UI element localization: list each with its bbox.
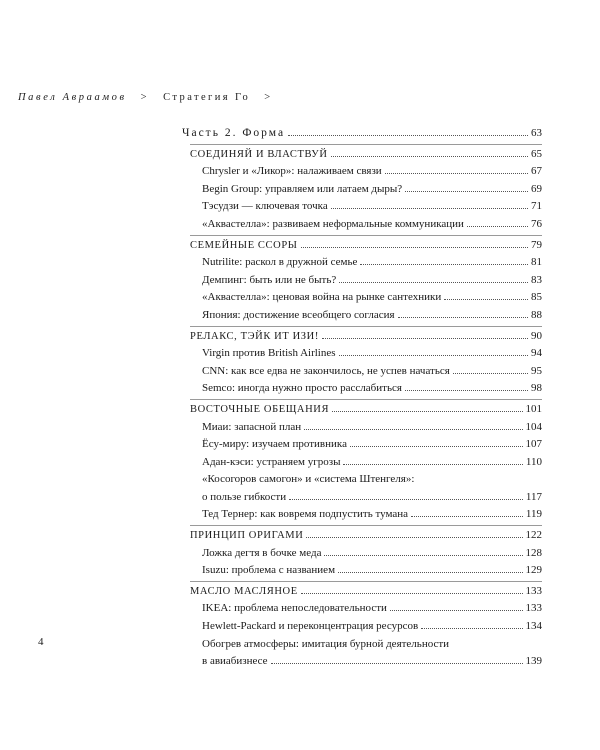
toc-entry[interactable] <box>182 290 542 308</box>
divider <box>190 399 542 400</box>
dot-leader <box>331 156 528 157</box>
dot-leader <box>289 499 523 500</box>
toc-entry-page: 98 <box>531 382 542 395</box>
toc-entry[interactable] <box>182 364 542 382</box>
toc-section[interactable] <box>182 147 542 165</box>
toc-section[interactable] <box>182 238 542 256</box>
toc-entry-title: Демпинг: быть или не быть? <box>202 273 337 286</box>
toc-entry-page: 117 <box>525 490 542 503</box>
dot-leader <box>405 390 528 391</box>
dot-leader <box>405 191 528 192</box>
toc-section-title: ВОСТОЧНЫЕ ОБЕЩАНИЯ <box>190 403 330 415</box>
dot-leader <box>360 264 528 265</box>
toc-section-page: 90 <box>531 329 542 342</box>
dot-leader <box>301 247 528 248</box>
divider <box>190 326 542 327</box>
toc-entry-title: Isuzu: проблема с названием <box>202 564 336 577</box>
toc-entry-title: Semco: иногда нужно просто расслабиться <box>202 382 402 395</box>
dot-leader <box>331 208 528 209</box>
dot-leader <box>467 226 528 227</box>
toc-part-title: Часть 2. Форма <box>182 127 286 139</box>
dot-leader <box>301 593 523 594</box>
dot-leader <box>322 338 528 339</box>
toc-entry-title-cont: в авиабизнесе <box>202 655 268 668</box>
toc-entry[interactable] <box>182 182 542 200</box>
dot-leader <box>338 572 522 573</box>
header-separator: > <box>264 92 273 103</box>
dot-leader <box>398 317 528 318</box>
toc-section[interactable] <box>182 584 542 602</box>
toc-entry-page: 71 <box>531 200 542 213</box>
toc-entry-page: 128 <box>525 546 542 559</box>
toc-entry[interactable] <box>182 164 542 182</box>
toc-entry-title: Ёсу-миру: изучаем противника <box>202 438 347 451</box>
toc-entry-title: Nutrilite: раскол в дружной семье <box>202 256 358 269</box>
toc-entry[interactable] <box>182 507 542 525</box>
toc-entry-page: 133 <box>525 602 542 615</box>
toc-entry-title-cont: о пользе гибкости <box>202 490 287 503</box>
toc-entry[interactable] <box>182 563 542 581</box>
toc-entry[interactable] <box>182 619 542 637</box>
toc-entry-title: «Аквастелла»: развиваем неформальные коммуникации <box>202 217 464 230</box>
toc-entry[interactable] <box>182 601 542 619</box>
toc-section[interactable] <box>182 402 542 420</box>
toc-entry[interactable] <box>182 217 542 235</box>
dot-leader <box>343 464 522 465</box>
toc-entry-title: Ложка дегтя в бочке меда <box>202 546 322 559</box>
toc-entry-title: Hewlett-Packard и переконцентрация ресурсов <box>202 620 419 633</box>
header-book-title: Стратегия Го <box>163 92 251 103</box>
toc-entry-page: 139 <box>525 655 542 668</box>
dot-leader <box>306 537 522 538</box>
toc-entry-page: 104 <box>525 420 542 433</box>
divider <box>190 144 542 145</box>
toc-entry-title: Virgin против British Airlines <box>202 347 336 360</box>
toc-entry[interactable] <box>182 420 542 438</box>
toc-entry-title: Миаи: запасной план <box>202 420 302 433</box>
toc-entry-page: 107 <box>525 438 542 451</box>
toc-section-page: 101 <box>525 402 542 415</box>
table-of-contents <box>182 126 542 672</box>
toc-entry-page: 69 <box>531 182 542 195</box>
toc-entry[interactable] <box>182 346 542 364</box>
toc-entry-page: 85 <box>531 291 542 304</box>
toc-entry-page: 94 <box>531 347 542 360</box>
divider <box>190 235 542 236</box>
toc-entry-page: 81 <box>531 256 542 269</box>
toc-entry-page: 119 <box>525 508 542 521</box>
divider <box>190 581 542 582</box>
toc-entry[interactable] <box>182 546 542 564</box>
header-separator: > <box>140 92 150 103</box>
dot-leader <box>288 135 528 136</box>
dot-leader <box>339 355 528 356</box>
toc-entry-line1[interactable]: Обогрев атмосферы: имитация бурной деятельности <box>202 637 450 650</box>
toc-entry-line1[interactable]: «Косогоров самогон» и «система Штенгеля»: <box>202 473 415 486</box>
toc-entry-title: Тэсудзи — ключевая точка <box>202 200 328 213</box>
toc-entry-page: 134 <box>525 620 542 633</box>
dot-leader <box>385 173 528 174</box>
dot-leader <box>332 411 522 412</box>
toc-part[interactable] <box>182 126 542 144</box>
toc-entry-title: «Аквастелла»: ценовая война на рынке сантехники <box>202 291 442 304</box>
dot-leader <box>271 663 523 664</box>
dot-leader <box>304 429 522 430</box>
dot-leader <box>324 555 522 556</box>
page-number: 4 <box>38 636 44 648</box>
dot-leader <box>421 628 522 629</box>
toc-section[interactable] <box>182 528 542 546</box>
toc-entry-page: 95 <box>531 364 542 377</box>
toc-entry[interactable] <box>182 455 542 473</box>
toc-entry-page: 88 <box>531 308 542 321</box>
divider <box>190 525 542 526</box>
toc-section-page: 65 <box>531 147 542 160</box>
toc-entry-title: Chrysler и «Ликор»: налаживаем связи <box>202 165 382 178</box>
toc-section-page: 133 <box>525 584 542 597</box>
toc-section-title: РЕЛАКС, ТЭЙК ИТ ИЗИ! <box>190 330 319 342</box>
dot-leader <box>444 299 528 300</box>
dot-leader <box>339 282 528 283</box>
toc-entry[interactable] <box>182 255 542 273</box>
toc-entry-page: 67 <box>531 165 542 178</box>
toc-entry-title: Begin Group: управляем или латаем дыры? <box>202 182 403 195</box>
toc-entry-title: IKEA: проблема непоследовательности <box>202 602 387 615</box>
dot-leader <box>411 516 523 517</box>
toc-section-title: СОЕДИНЯЙ И ВЛАСТВУЙ <box>190 148 328 160</box>
toc-entry[interactable] <box>182 308 542 326</box>
toc-section-page: 122 <box>525 529 542 542</box>
toc-entry-page: 110 <box>525 455 542 468</box>
toc-entry[interactable] <box>182 437 542 455</box>
toc-section-title: ПРИНЦИП ОРИГАМИ <box>190 530 304 542</box>
dot-leader <box>453 373 528 374</box>
toc-entry-page: 83 <box>531 273 542 286</box>
header-author: Павел Авраамов <box>18 92 127 103</box>
toc-section[interactable] <box>182 329 542 347</box>
toc-entry[interactable] <box>182 381 542 399</box>
toc-entry-title: CNN: как все едва не закончилось, не успев начаться <box>202 364 450 377</box>
toc-entry-page: 76 <box>531 217 542 230</box>
dot-leader <box>350 446 523 447</box>
toc-entry[interactable] <box>182 273 542 291</box>
toc-entry-title: Адан-кэси: устраняем угрозы <box>202 455 341 468</box>
toc-entry-title: Тед Тернер: как вовремя подпустить тумана <box>202 508 409 521</box>
toc-entry[interactable] <box>182 490 542 508</box>
toc-part-page: 63 <box>531 127 542 139</box>
toc-entry[interactable] <box>182 199 542 217</box>
toc-section-title: МАСЛО МАСЛЯНОЕ <box>190 585 298 597</box>
toc-entry-page: 129 <box>525 564 542 577</box>
dot-leader <box>390 610 523 611</box>
toc-entry-title: Япония: достижение всеобщего согласия <box>202 308 395 321</box>
toc-entry[interactable] <box>182 654 542 672</box>
toc-section-page: 79 <box>531 238 542 251</box>
toc-section-title: СЕМЕЙНЫЕ ССОРЫ <box>190 239 298 251</box>
running-header <box>18 92 287 103</box>
